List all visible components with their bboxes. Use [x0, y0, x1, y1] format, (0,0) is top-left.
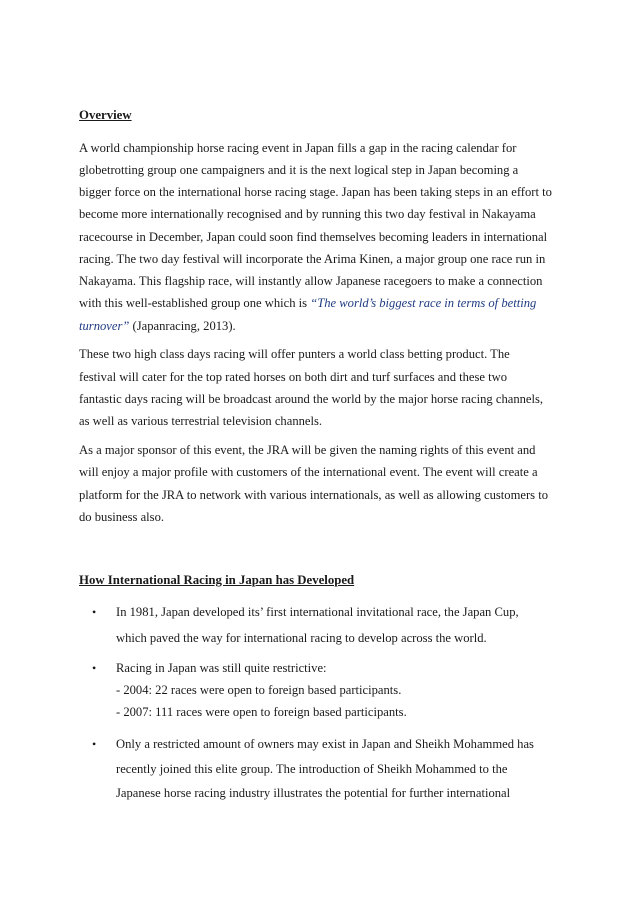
text-line — [79, 296, 536, 311]
text-line: Racing in Japan was still quite restrictive: — [116, 661, 327, 675]
bullet-icon: • — [92, 661, 97, 675]
text-line — [79, 319, 236, 334]
quote-text: “The world’s biggest race in terms of betting — [310, 296, 537, 310]
text-line: - 2007: 111 races were open to foreign based participants. — [116, 705, 407, 719]
citation-text: (Japanracing, 2013). — [129, 319, 236, 333]
overview-heading: Overview — [79, 108, 132, 122]
text-line: Japanese horse racing industry illustrates the potential for further international — [116, 786, 511, 800]
text-line: racing. The two day festival will incorporate the Arima Kinen, a major group one race run in — [79, 252, 546, 266]
text-line: festival will cater for the top rated horses on both dirt and turf surfaces and these two — [79, 370, 508, 384]
text-line: Only a restricted amount of owners may exist in Japan and Sheikh Mohammed has — [116, 737, 534, 751]
text-line: As a major sponsor of this event, the JRA will be given the naming rights of this event and — [79, 443, 536, 457]
text-line: will enjoy a major profile with customers of the international event. The event will create a — [79, 465, 538, 479]
text-line: globetrotting group one campaigners and it is the next logical step in Japan becoming a — [79, 163, 519, 177]
text-line: A world championship horse racing event in Japan fills a gap in the racing calendar for — [79, 141, 517, 155]
text-line: recently joined this elite group. The introduction of Sheikh Mohammed to the — [116, 762, 508, 776]
text-line: In 1981, Japan developed its’ first international invitational race, the Japan Cup, — [116, 605, 519, 619]
text-line: bigger force on the international horse racing stage. Japan has been taking steps in an effort to — [79, 185, 552, 199]
text-line: racecourse in December, Japan could soon find themselves becoming leaders in international — [79, 230, 548, 244]
text-line: Nakayama. This flagship race, will instantly allow Japanese racegoers to make a connection — [79, 274, 543, 288]
text-line: do business also. — [79, 510, 165, 524]
text-line: - 2004: 22 races were open to foreign based participants. — [116, 683, 402, 697]
text-line: These two high class days racing will offer punters a world class betting product. The — [79, 347, 510, 361]
text-line: as well as various terrestrial television channels. — [79, 414, 323, 428]
bullet-icon: • — [92, 737, 97, 751]
text-line: which paved the way for international racing to develop across the world. — [116, 631, 487, 645]
text-span: with this well-established group one which is — [79, 296, 311, 310]
text-line: become more internationally recognised and by running this two day festival in Nakayama — [79, 207, 536, 221]
quote-text: turnover” — [79, 319, 130, 333]
bullet-icon: • — [92, 605, 97, 619]
text-line: fantastic days racing will be broadcast around the world by the major horse racing channels, — [79, 392, 544, 406]
text-line: platform for the JRA to network with various internationals, as well as allowing customers to — [79, 488, 549, 502]
history-heading: How International Racing in Japan has Developed — [79, 573, 355, 587]
